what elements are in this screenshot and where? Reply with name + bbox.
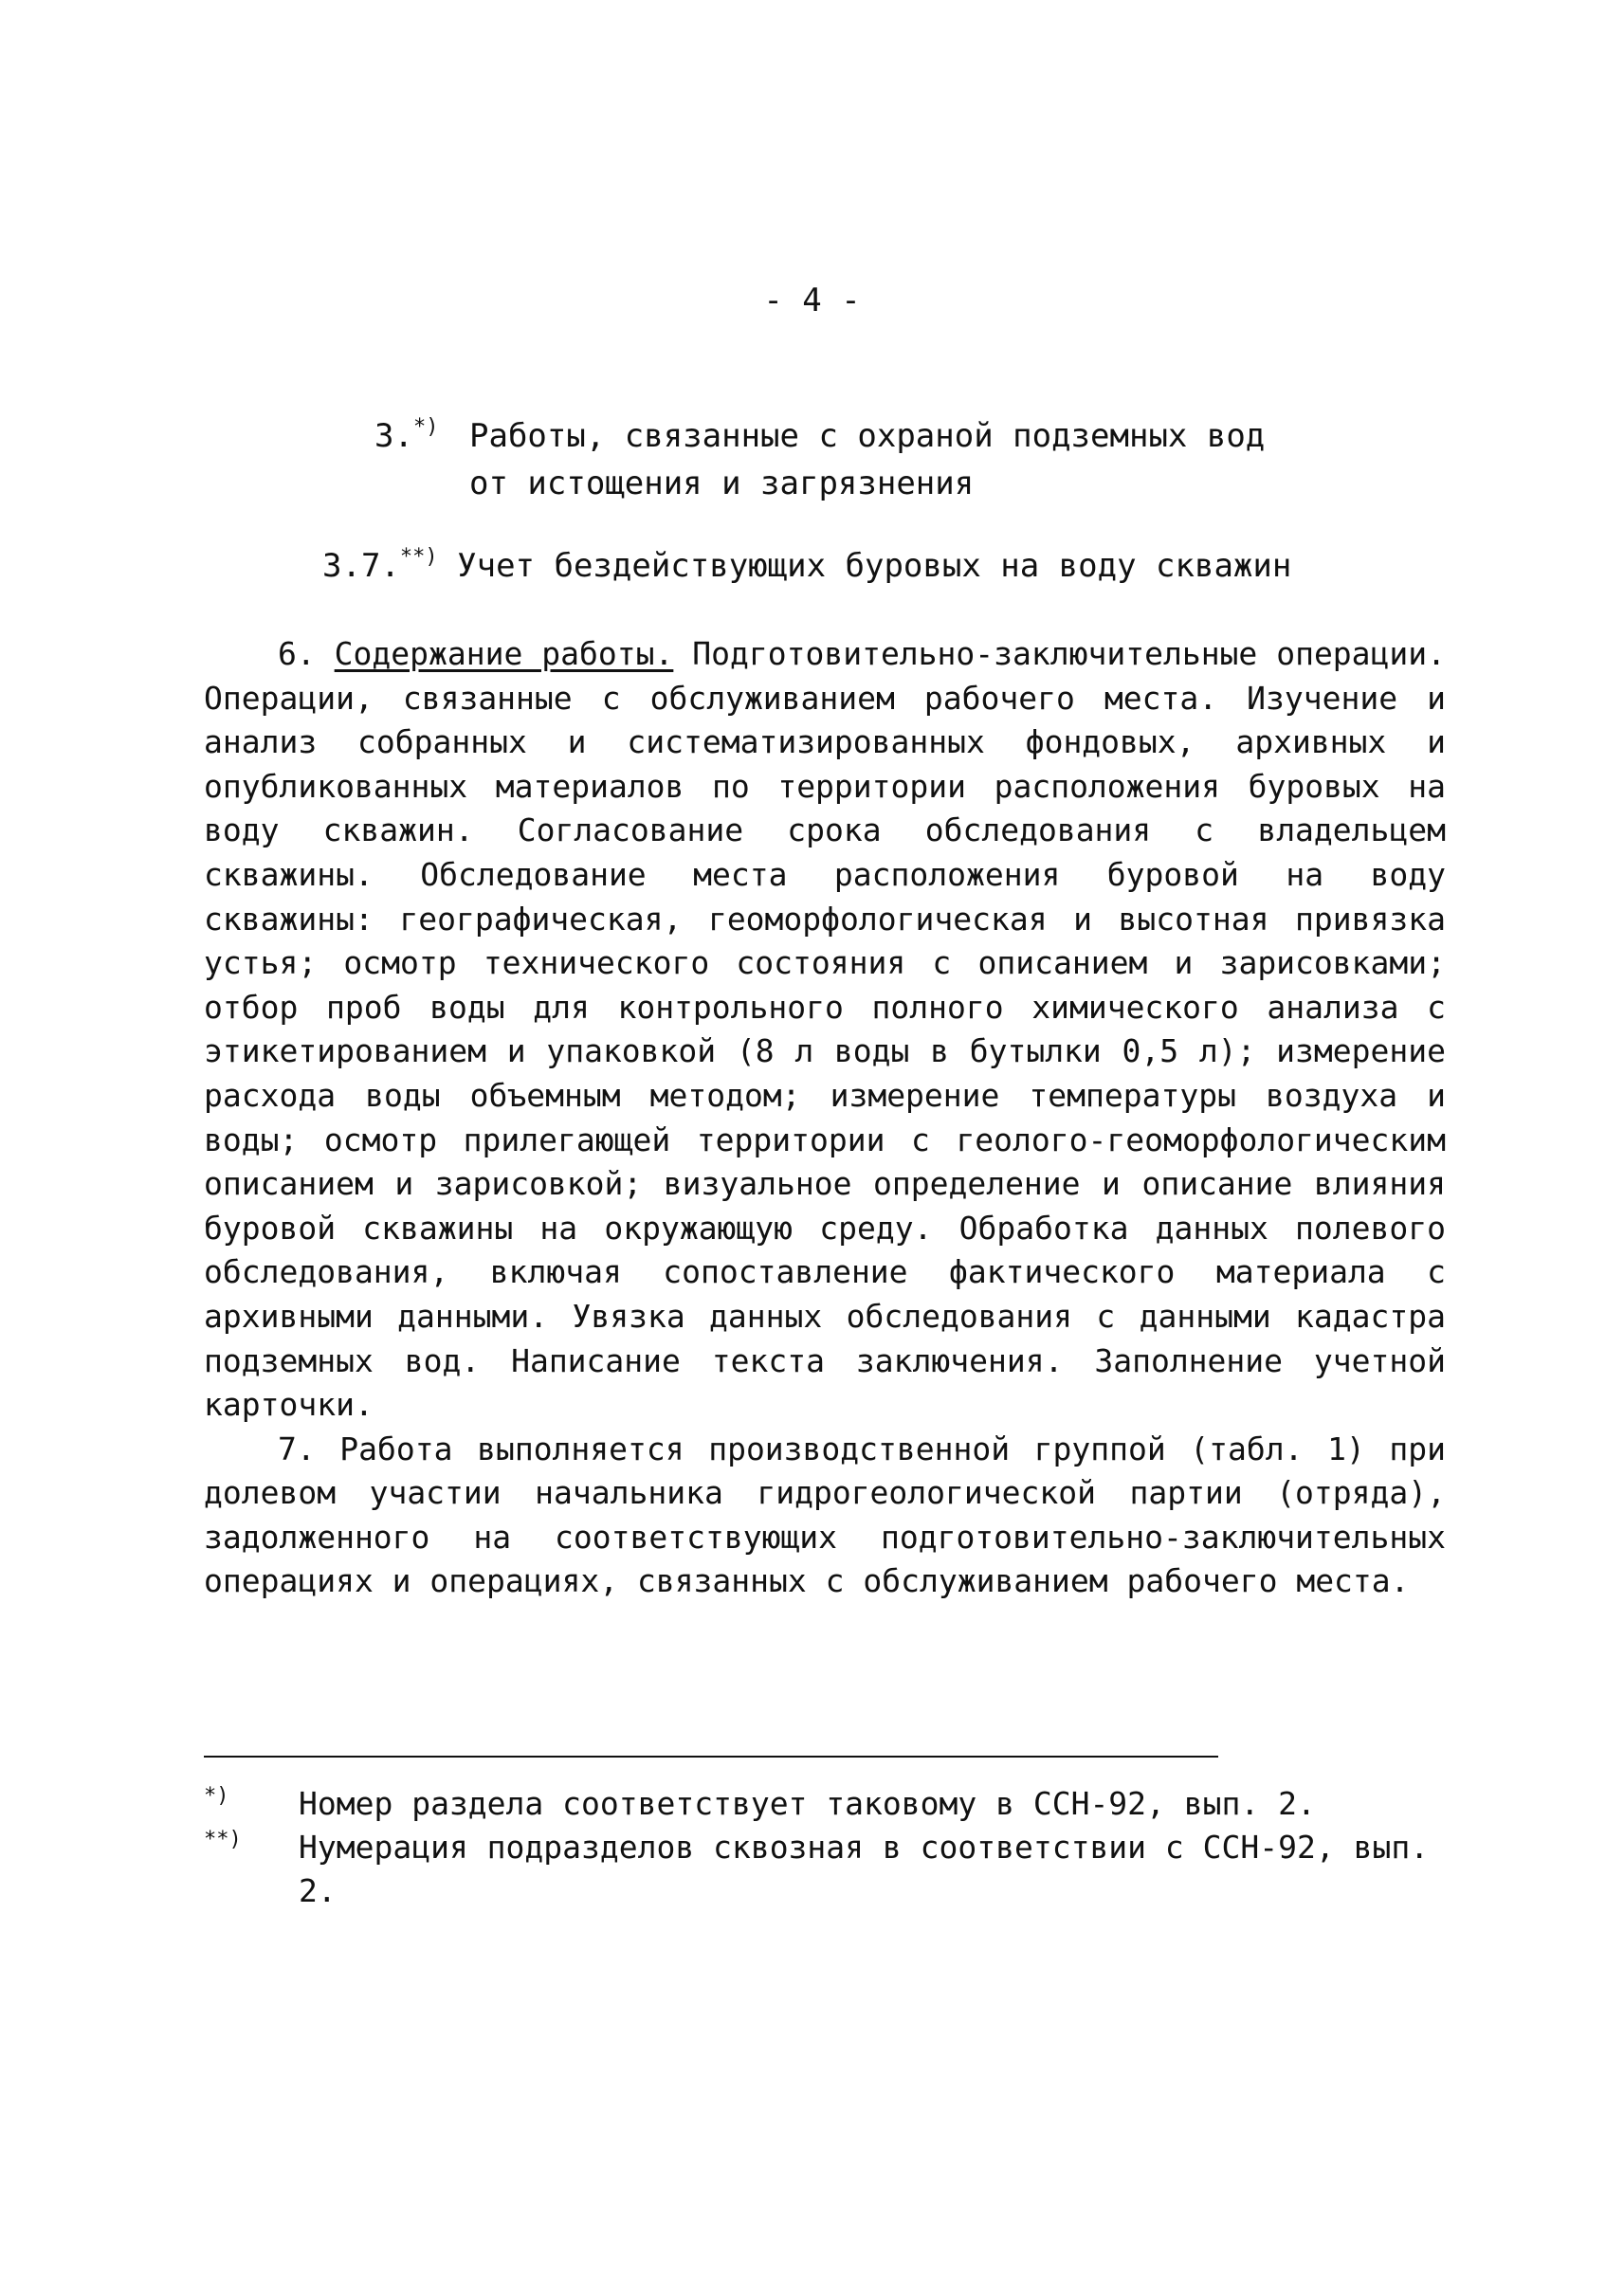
section-footnote-marker: *) <box>412 415 439 439</box>
subsection-footnote-marker: **) <box>399 545 438 569</box>
paragraph-6 <box>204 632 1446 1428</box>
page-number: - 4 - <box>763 282 861 319</box>
section-number-group <box>374 412 469 460</box>
subsection-heading <box>322 542 1291 590</box>
footnote-marker: *) <box>204 1784 229 1808</box>
section-heading-line1 <box>374 412 1265 460</box>
footnote-item <box>204 1782 1446 1826</box>
subsection-title: Учет бездействующих буровых на воду скважин <box>457 547 1292 585</box>
footnotes <box>204 1782 1446 1913</box>
section-title-line1: Работы, связанные с охраной подземных вод <box>469 417 1266 455</box>
footnote-item <box>204 1826 1446 1913</box>
paragraph-6-number: 6. <box>278 635 316 672</box>
paragraph-6-text: Подготовительно-заключительные операции. Операции, связанные с обслуживанием рабочего места. Изучение и анализ собранных и систематизированных фондовых, архивных и опубликованных материалов по территории расположения буровых на воду скважин. Согласование срока обследования с владельцем скважины. Обследование места расположения буровой на воду скважины: географическая, геоморфологическая и высотная привязка устья; осмотр технического состояния с описанием и зарисовками; отбор проб воды для контрольного полного химического анализа с этикетированием и упаковкой (8 л воды в бутылки 0,5 л); измерение расхода воды объемным методом; измерение температуры воздуха и воды; осмотр прилегающей территории с геолого-геоморфологическим описанием и зарисовкой; визуальное определение и описание влияния буровой скважины на окружающую среду. Обработка данных полевого обследования, включая сопоставление фактического материала с архивными данными. Увязка данных обследования с данными кадастра подземных вод. Написание текста заключения. Заполнение учетной карточки. <box>204 635 1447 1424</box>
footnote-text: Номер раздела соответствует таковому в ССН-92, вып. 2. <box>299 1785 1316 1822</box>
footnote-divider <box>204 1756 1218 1758</box>
section-heading <box>374 412 1265 507</box>
footnote-text: Нумерация подразделов сквозная в соответствии с ССН-92, вып. 2. <box>299 1829 1430 1909</box>
footnote-marker: **) <box>204 1828 242 1851</box>
paragraph-6-heading: Содержание работы. <box>334 635 674 672</box>
body-text <box>204 632 1446 1604</box>
section-number: 3. <box>374 417 413 455</box>
section-title-line2: от истощения и загрязнения <box>469 465 975 502</box>
paragraph-7: 7. Работа выполняется производственной группой (табл. 1) при долевом участии начальника гидрогеологической партии (отряда), задолженного на соответствующих подготовительно-заключительных операциях и операциях, связанных с обслуживанием рабочего места. <box>204 1430 1446 1600</box>
subsection-number: 3.7. <box>322 547 400 585</box>
